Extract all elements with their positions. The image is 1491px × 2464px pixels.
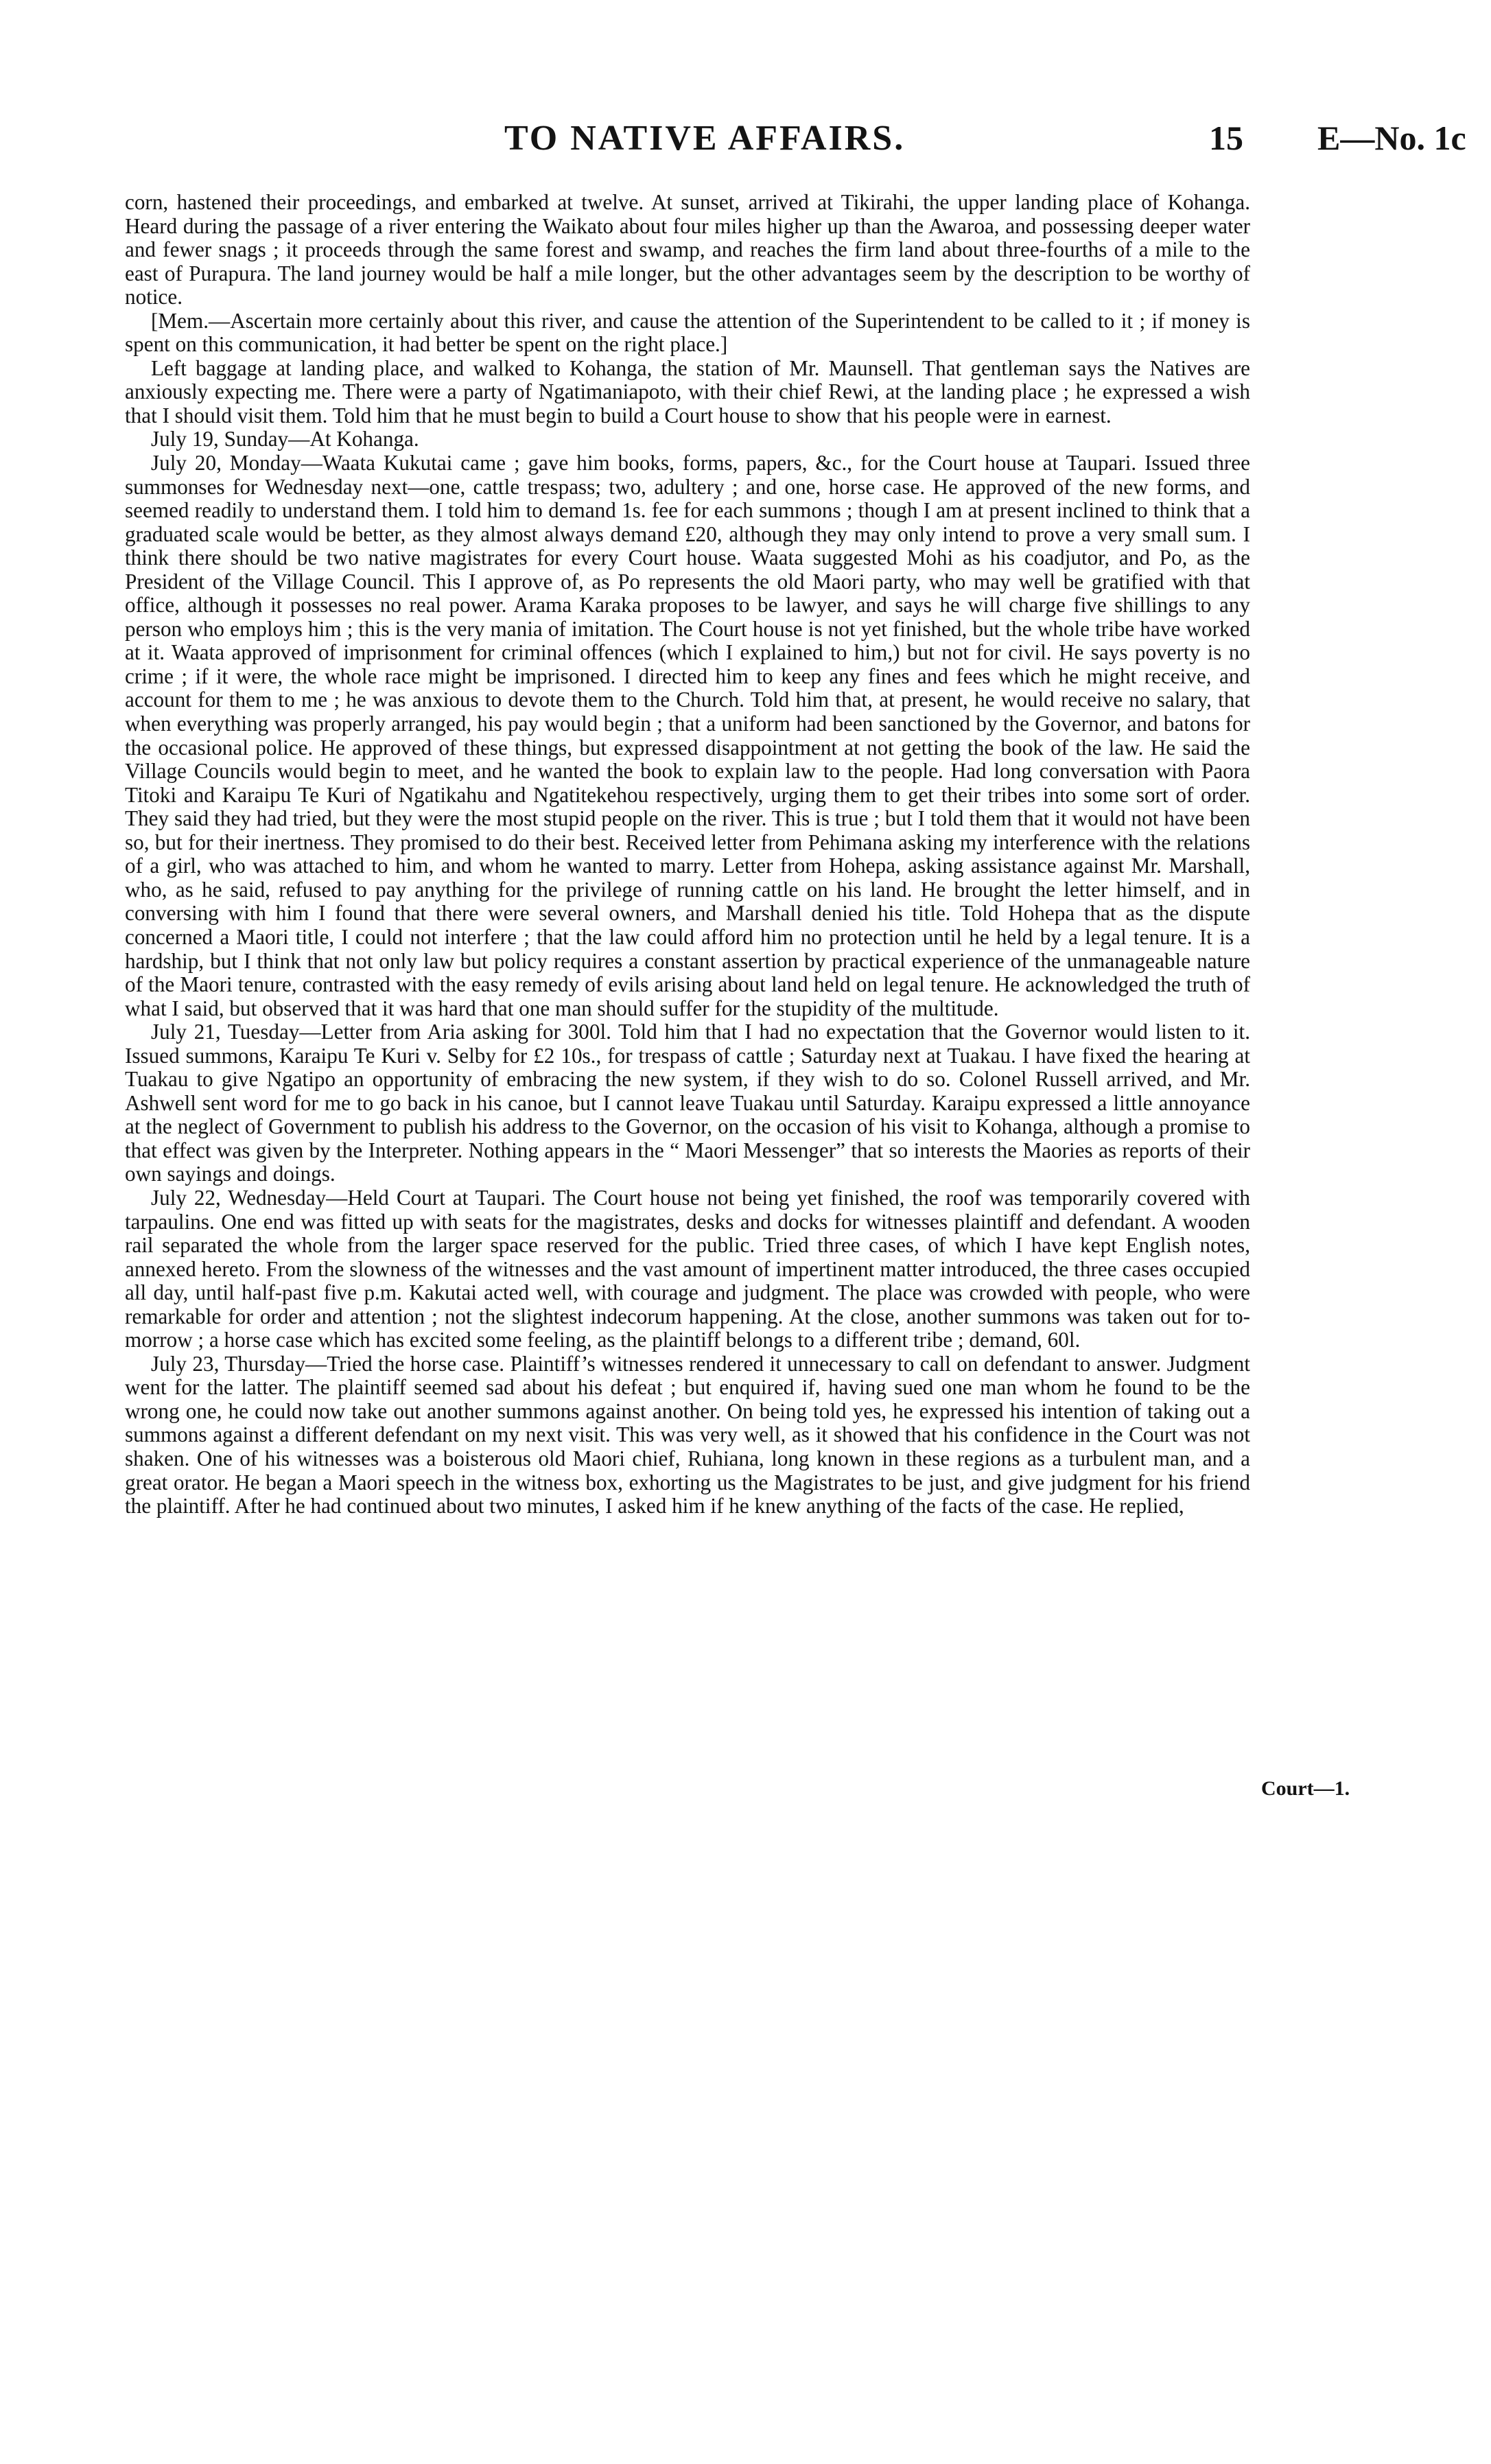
paragraph: July 23, Thursday—Tried the horse case. Plaintiff’s witnesses rendered it unnecessary to call on defendant to answer. Judgment went for the latter. The plaintiff seemed sad about his defeat ; but enquired if, having sued one man whom he found to be the wrong one, he could now take out another summons against another. On being told yes, he expressed his intention of taking out a summons against a different defendant on my next visit. This was very well, as it showed that his confidence in the Court was not shaken. One of his witnesses was a boisterous old Maori chief, Ruhiana, long known in these regions as a turbulent man, and a great orator. He began a Maori speech in the witness box, exhorting us the Magistrates to be just, and give judgment for his friend the plaintiff. After he had continued about two minutes, I asked him if he knew anything of the facts of the case. He replied, (125, 1351, 1250, 1518)
body-text (125, 191, 1250, 1518)
paragraph: corn, hastened their proceedings, and embarked at twelve. At sunset, arrived at Tikirahi, the upper landing place of Kohanga. Heard during the passage of a river entering the Waikato about four miles higher up than the Awaroa, and possessing deeper water and fewer snags ; it proceeds through the same forest and swamp, and reaches the firm land about three-fourths of a mile to the east of Purapura. The land journey would be half a mile longer, but the other advantages seem by the description to be worthy of notice. (125, 190, 1250, 309)
document-reference: E—No. 1c (1317, 119, 1466, 157)
paragraph: July 20, Monday—Waata Kukutai came ; gave him books, forms, papers, &c., for the Court house at Taupari. Issued three summonses for Wednesday next—one, cattle trespass; two, adultery ; and one, horse case. He approved of the new forms, and seemed readily to understand them. I told him to demand 1s. fee for each summons ; though I am at present inclined to think that a graduated scale would be better, as they almost always demand £20, although they may only intend to prove a very small sum. I think there should be two native magistrates for every Court house. Waata suggested Mohi as his coadjutor, and Po, as the President of the Village Council. This I approve of, as Po represents the old Maori party, who may well be gratified with that office, although it possesses no real power. Arama Karaka proposes to be lawyer, and says he will charge five shillings to any person who employs him ; this is the very mania of imitation. The Court house is not yet finished, but the whole tribe have worked at it. Waata approved of imprisonment for criminal offences (which I explained to him,) but not for civil. He says poverty is no crime ; if it were, the whole race might be imprisoned. I directed him to keep any fines and fees which he might receive, and account for them to me ; he was anxious to devote them to the Church. Told him that, at present, he would receive no salary, that when everything was properly arranged, his pay would begin ; that a uniform had been sanctioned by the Governor, and batons for the occasional police. He approved of these things, but expressed disappointment at not getting the book of the law. He said the Village Councils would begin to meet, and he wanted the book to explain law to the people. Had long conversation with Paora Titoki and Karaipu Te Kuri of Ngatikahu and Ngatitekehou respectively, urging them to get their tribes into some sort of order. They said they had tried, but they were the most stupid people on the river. This is true ; but I told them that it would not have been so, but for their inertness. They promised to do their best. Received letter from Pehimana asking my interference with the relations of a girl, who was attached to him, and whom he wanted to marry. Letter from Hohepa, asking assistance against Mr. Marshall, who, as he said, refused to pay anything for the privilege of running cattle on his land. He brought the letter himself, and in conversing with him I found that there were several owners, and Marshall denied his title. Told Hohepa that as the dispute concerned a Maori title, I could not interfere ; that the law could afford him no protection until he held by a legal tenure. It is a hardship, but I think that not only law but policy requires a constant assertion by practical experience of the unmanageable nature of the Maori tenure, contrasted with the easy remedy of evils arising about land held on legal tenure. He acknowledged the truth of what I said, but observed that it was hard that one man should suffer for the stupidity of the multitude. (125, 451, 1250, 1020)
paragraph: Left baggage at landing place, and walked to Kohanga, the station of Mr. Maunsell. That gentleman says the Natives are anxiously expecting me. There were a party of Ngatimaniapoto, with their chief Rewi, at the landing place ; he expressed a wish that I should visit them. Told him that he must begin to build a Court house to show that his people were in earnest. (125, 355, 1250, 427)
page-number: 15 (1209, 119, 1243, 157)
page-header (124, 118, 1466, 166)
paragraph: [Mem.—Ascertain more certainly about this river, and cause the attention of the Superintendent to be called to it ; if money is spent on this communication, it had better be spent on the right place.] (125, 308, 1250, 357)
paragraph: July 22, Wednesday—Held Court at Taupari. The Court house not being yet finished, the roof was temporarily covered with tarpaulins. One end was fitted up with seats for the magistrates, desks and docks for witnesses plaintiff and defendant. A wooden rail separated the whole from the larger space reserved for the public. Tried three cases, of which I have kept English notes, annexed hereto. From the slowness of the witnesses and the vast amount of impertinent matter introduced, the three cases occupied all day, until half-past five p.m. Kakutai acted well, with courage and judgment. The place was crowded with people, who were remarkable for order and attention ; not the slightest indecorum happening. At the close, another summons was taken out for to-morrow ; a horse case which has excited some feeling, as the plaintiff belongs to a different tribe ; demand, 60l. (125, 1185, 1250, 1352)
paragraph: July 21, Tuesday—Letter from Aria asking for 300l. Told him that I had no expectation that the Governor would listen to it. Issued summons, Karaipu Te Kuri v. Selby for £2 10s., for trespass of cattle ; Saturday next at Tuakau. I have fixed the hearing at Tuakau to give Ngatipo an opportunity of embracing the new system, if they wish to do so. Colonel Russell arrived, and Mr. Ashwell sent word for me to go back in his canoe, but I cannot leave Tuakau until Saturday. Karaipu expressed a little annoyance at the neglect of Government to publish his address to the Governor, on the occasion of his visit to Kohanga, although a promise to that effect was given by the Interpreter. Nothing appears in the “ Maori Messenger” that so interests the Maories as reports of their own sayings and doings. (125, 1020, 1250, 1186)
margin-note: Court—1. (1261, 1777, 1350, 1800)
header-title: TO NATIVE AFFAIRS. (504, 119, 906, 158)
paragraph: July 19, Sunday—At Kohanga. (151, 427, 419, 451)
